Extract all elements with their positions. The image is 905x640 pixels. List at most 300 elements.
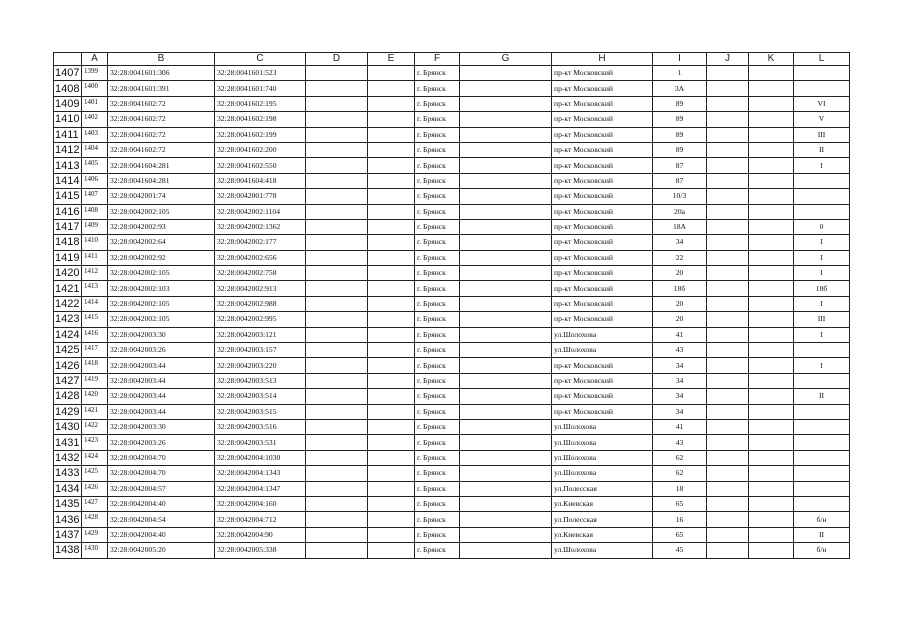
cell-b[interactable]: 32:28:0042002:103 <box>108 281 215 296</box>
cell-c[interactable]: 32:28:0041601:523 <box>215 66 306 81</box>
cell-a[interactable]: 1423 <box>82 435 108 450</box>
cell-l[interactable]: I <box>794 250 850 265</box>
cell-d[interactable] <box>306 281 368 296</box>
cell-d[interactable] <box>306 96 368 111</box>
cell-f[interactable]: г. Брянск <box>415 235 460 250</box>
cell-k[interactable] <box>749 373 794 388</box>
cell-i[interactable]: 89 <box>653 96 707 111</box>
cell-l[interactable]: I <box>794 266 850 281</box>
cell-d[interactable] <box>306 466 368 481</box>
cell-c[interactable]: 32:28:0042002:988 <box>215 296 306 311</box>
cell-l[interactable]: б/н <box>794 512 850 527</box>
cell-k[interactable] <box>749 158 794 173</box>
cell-l[interactable] <box>794 450 850 465</box>
cell-i[interactable]: 18 <box>653 481 707 496</box>
row-number[interactable]: 1418 <box>54 235 82 250</box>
cell-l[interactable]: II <box>794 142 850 157</box>
cell-e[interactable] <box>368 189 415 204</box>
cell-j[interactable] <box>707 96 749 111</box>
column-header-a[interactable]: A <box>82 53 108 66</box>
cell-j[interactable] <box>707 404 749 419</box>
cell-k[interactable] <box>749 419 794 434</box>
cell-j[interactable] <box>707 481 749 496</box>
cell-a[interactable]: 1403 <box>82 127 108 142</box>
cell-e[interactable] <box>368 250 415 265</box>
cell-f[interactable]: г. Брянск <box>415 96 460 111</box>
cell-l[interactable]: 0 <box>794 219 850 234</box>
cell-h[interactable]: пр-кт Московский <box>552 235 653 250</box>
cell-l[interactable] <box>794 189 850 204</box>
cell-g[interactable] <box>460 312 552 327</box>
cell-f[interactable]: г. Брянск <box>415 327 460 342</box>
cell-k[interactable] <box>749 527 794 542</box>
row-number[interactable]: 1434 <box>54 481 82 496</box>
cell-i[interactable]: 65 <box>653 527 707 542</box>
cell-b[interactable]: 32:28:0042004:40 <box>108 496 215 511</box>
cell-b[interactable]: 32:28:0041604:281 <box>108 173 215 188</box>
cell-g[interactable] <box>460 250 552 265</box>
cell-a[interactable]: 1411 <box>82 250 108 265</box>
cell-b[interactable]: 32:28:0042003:26 <box>108 343 215 358</box>
cell-g[interactable] <box>460 96 552 111</box>
cell-g[interactable] <box>460 189 552 204</box>
cell-c[interactable]: 32:28:0041602:198 <box>215 112 306 127</box>
cell-k[interactable] <box>749 296 794 311</box>
cell-l[interactable]: б/н <box>794 543 850 558</box>
cell-b[interactable]: 32:28:0041604:281 <box>108 158 215 173</box>
cell-a[interactable]: 1422 <box>82 419 108 434</box>
cell-a[interactable]: 1406 <box>82 173 108 188</box>
cell-b[interactable]: 32:28:0042002:92 <box>108 250 215 265</box>
cell-f[interactable]: г. Брянск <box>415 419 460 434</box>
cell-k[interactable] <box>749 389 794 404</box>
cell-l[interactable]: VI <box>794 96 850 111</box>
cell-e[interactable] <box>368 96 415 111</box>
cell-i[interactable]: 89 <box>653 127 707 142</box>
cell-g[interactable] <box>460 496 552 511</box>
cell-l[interactable] <box>794 204 850 219</box>
cell-d[interactable] <box>306 312 368 327</box>
cell-j[interactable] <box>707 173 749 188</box>
cell-c[interactable]: 32:28:0042002:758 <box>215 266 306 281</box>
cell-j[interactable] <box>707 250 749 265</box>
cell-i[interactable]: 62 <box>653 450 707 465</box>
cell-e[interactable] <box>368 527 415 542</box>
row-number[interactable]: 1435 <box>54 496 82 511</box>
cell-c[interactable]: 32:28:0042003:220 <box>215 358 306 373</box>
cell-a[interactable]: 1413 <box>82 281 108 296</box>
cell-d[interactable] <box>306 343 368 358</box>
cell-j[interactable] <box>707 219 749 234</box>
row-number[interactable]: 1420 <box>54 266 82 281</box>
cell-a[interactable]: 1405 <box>82 158 108 173</box>
cell-b[interactable]: 32:28:0042003:44 <box>108 358 215 373</box>
row-number[interactable]: 1422 <box>54 296 82 311</box>
cell-e[interactable] <box>368 327 415 342</box>
row-number[interactable]: 1419 <box>54 250 82 265</box>
cell-e[interactable] <box>368 358 415 373</box>
cell-h[interactable]: пр-кт Московский <box>552 296 653 311</box>
cell-d[interactable] <box>306 435 368 450</box>
cell-a[interactable]: 1425 <box>82 466 108 481</box>
cell-i[interactable]: 22 <box>653 250 707 265</box>
cell-e[interactable] <box>368 158 415 173</box>
cell-e[interactable] <box>368 235 415 250</box>
cell-h[interactable]: пр-кт Московский <box>552 250 653 265</box>
cell-d[interactable] <box>306 389 368 404</box>
cell-i[interactable]: 45 <box>653 543 707 558</box>
cell-f[interactable]: г. Брянск <box>415 112 460 127</box>
cell-c[interactable]: 32:28:0042002:656 <box>215 250 306 265</box>
cell-d[interactable] <box>306 81 368 96</box>
cell-d[interactable] <box>306 235 368 250</box>
row-number[interactable]: 1407 <box>54 66 82 81</box>
cell-j[interactable] <box>707 327 749 342</box>
cell-g[interactable] <box>460 527 552 542</box>
cell-d[interactable] <box>306 204 368 219</box>
cell-h[interactable]: пр-кт Московский <box>552 219 653 234</box>
cell-k[interactable] <box>749 189 794 204</box>
cell-a[interactable]: 1404 <box>82 142 108 157</box>
cell-d[interactable] <box>306 543 368 558</box>
column-header-f[interactable]: F <box>415 53 460 66</box>
cell-e[interactable] <box>368 373 415 388</box>
cell-f[interactable]: г. Брянск <box>415 281 460 296</box>
cell-f[interactable]: г. Брянск <box>415 527 460 542</box>
cell-a[interactable]: 1426 <box>82 481 108 496</box>
cell-d[interactable] <box>306 173 368 188</box>
cell-j[interactable] <box>707 466 749 481</box>
cell-i[interactable]: 20 <box>653 312 707 327</box>
cell-l[interactable] <box>794 373 850 388</box>
cell-k[interactable] <box>749 81 794 96</box>
cell-e[interactable] <box>368 312 415 327</box>
cell-e[interactable] <box>368 204 415 219</box>
cell-f[interactable]: г. Брянск <box>415 343 460 358</box>
cell-h[interactable]: ул.Шолохова <box>552 419 653 434</box>
cell-l[interactable] <box>794 81 850 96</box>
cell-i[interactable]: 20а <box>653 204 707 219</box>
cell-e[interactable] <box>368 466 415 481</box>
row-number[interactable]: 1433 <box>54 466 82 481</box>
cell-h[interactable]: пр-кт Московский <box>552 127 653 142</box>
cell-f[interactable]: г. Брянск <box>415 173 460 188</box>
cell-c[interactable]: 32:28:0041604:418 <box>215 173 306 188</box>
row-number[interactable]: 1426 <box>54 358 82 373</box>
cell-i[interactable]: 18А <box>653 219 707 234</box>
cell-g[interactable] <box>460 327 552 342</box>
row-number[interactable]: 1438 <box>54 543 82 558</box>
cell-f[interactable]: г. Брянск <box>415 543 460 558</box>
cell-k[interactable] <box>749 358 794 373</box>
cell-d[interactable] <box>306 358 368 373</box>
cell-f[interactable]: г. Брянск <box>415 466 460 481</box>
cell-e[interactable] <box>368 173 415 188</box>
cell-j[interactable] <box>707 281 749 296</box>
cell-b[interactable]: 32:28:0041602:72 <box>108 142 215 157</box>
cell-l[interactable]: I <box>794 327 850 342</box>
cell-c[interactable]: 32:28:0041602:195 <box>215 96 306 111</box>
cell-f[interactable]: г. Брянск <box>415 189 460 204</box>
cell-f[interactable]: г. Брянск <box>415 450 460 465</box>
cell-l[interactable] <box>794 173 850 188</box>
cell-e[interactable] <box>368 281 415 296</box>
cell-e[interactable] <box>368 389 415 404</box>
cell-h[interactable]: ул.Киевская <box>552 496 653 511</box>
cell-l[interactable]: III <box>794 127 850 142</box>
cell-d[interactable] <box>306 296 368 311</box>
cell-e[interactable] <box>368 419 415 434</box>
cell-j[interactable] <box>707 343 749 358</box>
cell-a[interactable]: 1427 <box>82 496 108 511</box>
cell-k[interactable] <box>749 481 794 496</box>
cell-g[interactable] <box>460 235 552 250</box>
cell-c[interactable]: 32:28:0042001:778 <box>215 189 306 204</box>
cell-j[interactable] <box>707 296 749 311</box>
cell-l[interactable] <box>794 404 850 419</box>
cell-h[interactable]: ул.Киевская <box>552 527 653 542</box>
cell-i[interactable]: 87 <box>653 158 707 173</box>
cell-i[interactable]: 34 <box>653 235 707 250</box>
cell-j[interactable] <box>707 112 749 127</box>
cell-h[interactable]: пр-кт Московский <box>552 158 653 173</box>
cell-f[interactable]: г. Брянск <box>415 435 460 450</box>
cell-c[interactable]: 32:28:0041602:550 <box>215 158 306 173</box>
cell-c[interactable]: 32:28:0042004:160 <box>215 496 306 511</box>
cell-d[interactable] <box>306 512 368 527</box>
cell-i[interactable]: 10/3 <box>653 189 707 204</box>
row-number[interactable]: 1421 <box>54 281 82 296</box>
cell-h[interactable]: пр-кт Московский <box>552 266 653 281</box>
cell-b[interactable]: 32:28:0042003:30 <box>108 419 215 434</box>
cell-k[interactable] <box>749 112 794 127</box>
cell-b[interactable]: 32:28:0042003:30 <box>108 327 215 342</box>
cell-d[interactable] <box>306 219 368 234</box>
cell-h[interactable]: ул.Шолохова <box>552 466 653 481</box>
cell-g[interactable] <box>460 389 552 404</box>
cell-k[interactable] <box>749 343 794 358</box>
cell-c[interactable]: 32:28:0042003:516 <box>215 419 306 434</box>
row-number[interactable]: 1415 <box>54 189 82 204</box>
cell-c[interactable]: 32:28:0041602:200 <box>215 142 306 157</box>
cell-h[interactable]: пр-кт Московский <box>552 66 653 81</box>
cell-g[interactable] <box>460 512 552 527</box>
cell-l[interactable]: I <box>794 296 850 311</box>
cell-b[interactable]: 32:28:0042005:20 <box>108 543 215 558</box>
column-header-c[interactable]: C <box>215 53 306 66</box>
cell-k[interactable] <box>749 312 794 327</box>
cell-j[interactable] <box>707 435 749 450</box>
row-number[interactable]: 1416 <box>54 204 82 219</box>
cell-a[interactable]: 1421 <box>82 404 108 419</box>
cell-g[interactable] <box>460 81 552 96</box>
cell-i[interactable]: 1 <box>653 66 707 81</box>
cell-e[interactable] <box>368 266 415 281</box>
cell-h[interactable]: пр-кт Московский <box>552 96 653 111</box>
cell-g[interactable] <box>460 419 552 434</box>
cell-k[interactable] <box>749 173 794 188</box>
cell-d[interactable] <box>306 527 368 542</box>
row-number[interactable]: 1431 <box>54 435 82 450</box>
cell-e[interactable] <box>368 435 415 450</box>
cell-l[interactable]: 18б <box>794 281 850 296</box>
cell-l[interactable]: III <box>794 312 850 327</box>
cell-g[interactable] <box>460 281 552 296</box>
cell-d[interactable] <box>306 481 368 496</box>
cell-e[interactable] <box>368 481 415 496</box>
cell-i[interactable]: 34 <box>653 373 707 388</box>
cell-b[interactable]: 32:28:0042002:105 <box>108 266 215 281</box>
cell-a[interactable]: 1416 <box>82 327 108 342</box>
cell-j[interactable] <box>707 543 749 558</box>
cell-e[interactable] <box>368 142 415 157</box>
cell-l[interactable] <box>794 481 850 496</box>
cell-b[interactable]: 32:28:0042002:105 <box>108 204 215 219</box>
cell-i[interactable]: 34 <box>653 358 707 373</box>
cell-b[interactable]: 32:28:0042003:44 <box>108 373 215 388</box>
cell-e[interactable] <box>368 512 415 527</box>
corner-cell[interactable] <box>54 53 82 66</box>
cell-g[interactable] <box>460 435 552 450</box>
row-number[interactable]: 1412 <box>54 142 82 157</box>
cell-b[interactable]: 32:28:0042002:64 <box>108 235 215 250</box>
cell-j[interactable] <box>707 189 749 204</box>
cell-a[interactable]: 1399 <box>82 66 108 81</box>
cell-j[interactable] <box>707 450 749 465</box>
cell-e[interactable] <box>368 127 415 142</box>
cell-h[interactable]: пр-кт Московский <box>552 189 653 204</box>
cell-a[interactable]: 1412 <box>82 266 108 281</box>
cell-e[interactable] <box>368 296 415 311</box>
cell-d[interactable] <box>306 127 368 142</box>
cell-k[interactable] <box>749 543 794 558</box>
cell-i[interactable]: 62 <box>653 466 707 481</box>
cell-d[interactable] <box>306 189 368 204</box>
cell-h[interactable]: пр-кт Московский <box>552 404 653 419</box>
cell-e[interactable] <box>368 496 415 511</box>
cell-a[interactable]: 1415 <box>82 312 108 327</box>
cell-b[interactable]: 32:28:0042004:40 <box>108 527 215 542</box>
cell-h[interactable]: пр-кт Московский <box>552 204 653 219</box>
cell-h[interactable]: ул.Полесская <box>552 512 653 527</box>
row-number[interactable]: 1430 <box>54 419 82 434</box>
cell-e[interactable] <box>368 66 415 81</box>
cell-h[interactable]: пр-кт Московский <box>552 389 653 404</box>
cell-g[interactable] <box>460 112 552 127</box>
cell-l[interactable]: I <box>794 358 850 373</box>
cell-j[interactable] <box>707 142 749 157</box>
cell-e[interactable] <box>368 112 415 127</box>
cell-a[interactable]: 1409 <box>82 219 108 234</box>
cell-c[interactable]: 32:28:0042003:513 <box>215 373 306 388</box>
cell-d[interactable] <box>306 142 368 157</box>
cell-e[interactable] <box>368 219 415 234</box>
cell-h[interactable]: пр-кт Московский <box>552 312 653 327</box>
cell-i[interactable]: 87 <box>653 173 707 188</box>
cell-i[interactable]: 34 <box>653 389 707 404</box>
cell-c[interactable]: 32:28:0042004:1030 <box>215 450 306 465</box>
cell-b[interactable]: 32:28:0042004:70 <box>108 450 215 465</box>
cell-l[interactable]: II <box>794 527 850 542</box>
cell-g[interactable] <box>460 158 552 173</box>
cell-a[interactable]: 1408 <box>82 204 108 219</box>
row-number[interactable]: 1410 <box>54 112 82 127</box>
cell-c[interactable]: 32:28:0042003:157 <box>215 343 306 358</box>
cell-k[interactable] <box>749 281 794 296</box>
cell-i[interactable]: 89 <box>653 112 707 127</box>
cell-d[interactable] <box>306 158 368 173</box>
row-number[interactable]: 1424 <box>54 327 82 342</box>
cell-j[interactable] <box>707 66 749 81</box>
column-header-j[interactable]: J <box>707 53 749 66</box>
cell-b[interactable]: 32:28:0041601:306 <box>108 66 215 81</box>
cell-b[interactable]: 32:28:0041602:72 <box>108 127 215 142</box>
cell-i[interactable]: 20 <box>653 296 707 311</box>
cell-f[interactable]: г. Брянск <box>415 142 460 157</box>
cell-l[interactable] <box>794 66 850 81</box>
cell-f[interactable]: г. Брянск <box>415 358 460 373</box>
cell-c[interactable]: 32:28:0042002:1104 <box>215 204 306 219</box>
column-header-g[interactable]: G <box>460 53 552 66</box>
cell-h[interactable]: ул.Полесская <box>552 481 653 496</box>
cell-j[interactable] <box>707 373 749 388</box>
cell-k[interactable] <box>749 142 794 157</box>
cell-f[interactable]: г. Брянск <box>415 266 460 281</box>
cell-k[interactable] <box>749 496 794 511</box>
cell-j[interactable] <box>707 496 749 511</box>
cell-g[interactable] <box>460 66 552 81</box>
cell-j[interactable] <box>707 527 749 542</box>
cell-h[interactable]: ул.Шолохова <box>552 435 653 450</box>
cell-c[interactable]: 32:28:0042002:913 <box>215 281 306 296</box>
cell-g[interactable] <box>460 219 552 234</box>
cell-c[interactable]: 32:28:0042003:515 <box>215 404 306 419</box>
cell-g[interactable] <box>460 173 552 188</box>
cell-d[interactable] <box>306 496 368 511</box>
cell-l[interactable]: I <box>794 158 850 173</box>
cell-c[interactable]: 32:28:0042003:121 <box>215 327 306 342</box>
cell-j[interactable] <box>707 127 749 142</box>
cell-l[interactable]: II <box>794 389 850 404</box>
cell-f[interactable]: г. Брянск <box>415 158 460 173</box>
cell-h[interactable]: пр-кт Московский <box>552 173 653 188</box>
cell-k[interactable] <box>749 266 794 281</box>
cell-f[interactable]: г. Брянск <box>415 127 460 142</box>
cell-i[interactable]: 16 <box>653 512 707 527</box>
cell-d[interactable] <box>306 450 368 465</box>
cell-a[interactable]: 1424 <box>82 450 108 465</box>
cell-b[interactable]: 32:28:0042003:26 <box>108 435 215 450</box>
cell-j[interactable] <box>707 389 749 404</box>
cell-c[interactable]: 32:28:0042003:531 <box>215 435 306 450</box>
cell-h[interactable]: ул.Шолохова <box>552 543 653 558</box>
cell-e[interactable] <box>368 543 415 558</box>
row-number[interactable]: 1413 <box>54 158 82 173</box>
row-number[interactable]: 1423 <box>54 312 82 327</box>
cell-k[interactable] <box>749 250 794 265</box>
cell-g[interactable] <box>460 296 552 311</box>
cell-d[interactable] <box>306 327 368 342</box>
cell-i[interactable]: 18б <box>653 281 707 296</box>
row-number[interactable]: 1414 <box>54 173 82 188</box>
cell-f[interactable]: г. Брянск <box>415 204 460 219</box>
cell-h[interactable]: пр-кт Московский <box>552 373 653 388</box>
row-number[interactable]: 1409 <box>54 96 82 111</box>
cell-k[interactable] <box>749 235 794 250</box>
cell-f[interactable]: г. Брянск <box>415 66 460 81</box>
cell-a[interactable]: 1430 <box>82 543 108 558</box>
cell-a[interactable]: 1410 <box>82 235 108 250</box>
